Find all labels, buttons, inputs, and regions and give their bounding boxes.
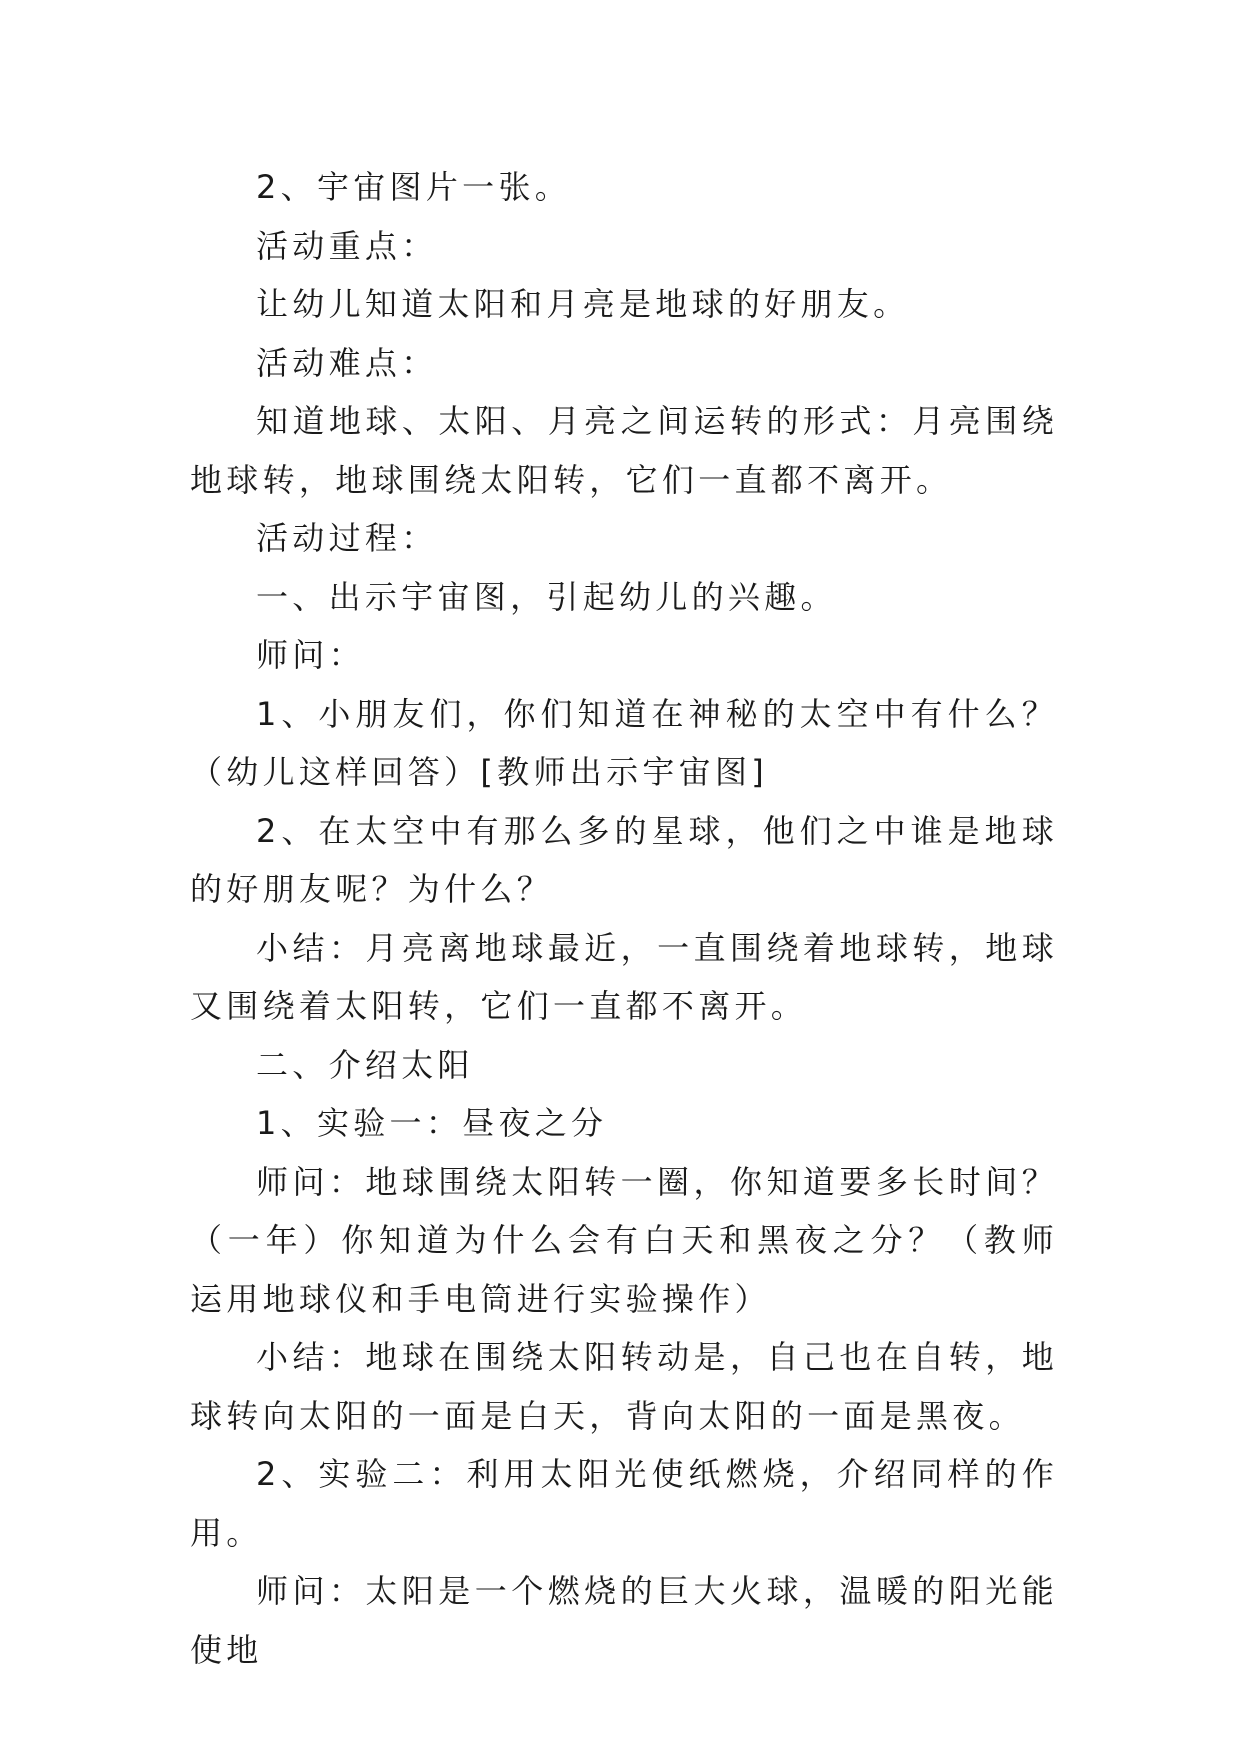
- heading-introduce-sun: 二、介绍太阳: [256, 1045, 474, 1084]
- paragraph-summary-two: 小结：地球在围绕太阳转动是，自己也在自转，地球转向太阳的一面是白天，背向太阳的一面是黑夜。: [190, 1338, 1058, 1435]
- paragraph-experiment-one: 1、实验一：昼夜之分: [256, 1104, 608, 1142]
- paragraph-focus-content: 让幼儿知道太阳和月亮是地球的好朋友。: [256, 285, 910, 323]
- heading-activity-focus: 活动重点：: [256, 226, 438, 265]
- document-body: [190, 158, 1058, 1679]
- heading-activity-process: 活动过程：: [256, 519, 438, 557]
- paragraph-question-one: 1、小朋友们，你们知道在神秘的太空中有什么？（幼儿这样回答）[教师出示宇宙图]: [190, 694, 1058, 791]
- heading-activity-difficulty: 活动难点：: [256, 343, 438, 382]
- paragraph-material-item: 2、宇宙图片一张。: [256, 168, 572, 206]
- paragraph-question-two: 2、在太空中有那么多的星球，他们之中谁是地球的好朋友呢？为什么？: [190, 811, 1058, 908]
- paragraph-experiment-two: 2、实验二：利用太阳光使纸燃烧，介绍同样的作用。: [190, 1455, 1058, 1552]
- paragraph-difficulty-content: 知道地球、太阳、月亮之间运转的形式：月亮围绕地球转，地球围绕太阳转，它们一直都不离开。: [190, 402, 1058, 499]
- paragraph-teacher-question-sun: 师问：太阳是一个燃烧的巨大火球，温暖的阳光能使地: [190, 1572, 1058, 1669]
- paragraph-teacher-asks: 师问：: [256, 636, 365, 674]
- paragraph-summary-one: 小结：月亮离地球最近，一直围绕着地球转，地球又围绕着太阳转，它们一直都不离开。: [190, 928, 1058, 1025]
- paragraph-step-one: 一、出示宇宙图，引起幼儿的兴趣。: [256, 577, 837, 616]
- paragraph-teacher-question-day-night: 师问：地球围绕太阳转一圈，你知道要多长时间？（一年）你知道为什么会有白天和黑夜之分？（教师运用地球仪和手电筒进行实验操作）: [190, 1162, 1058, 1318]
